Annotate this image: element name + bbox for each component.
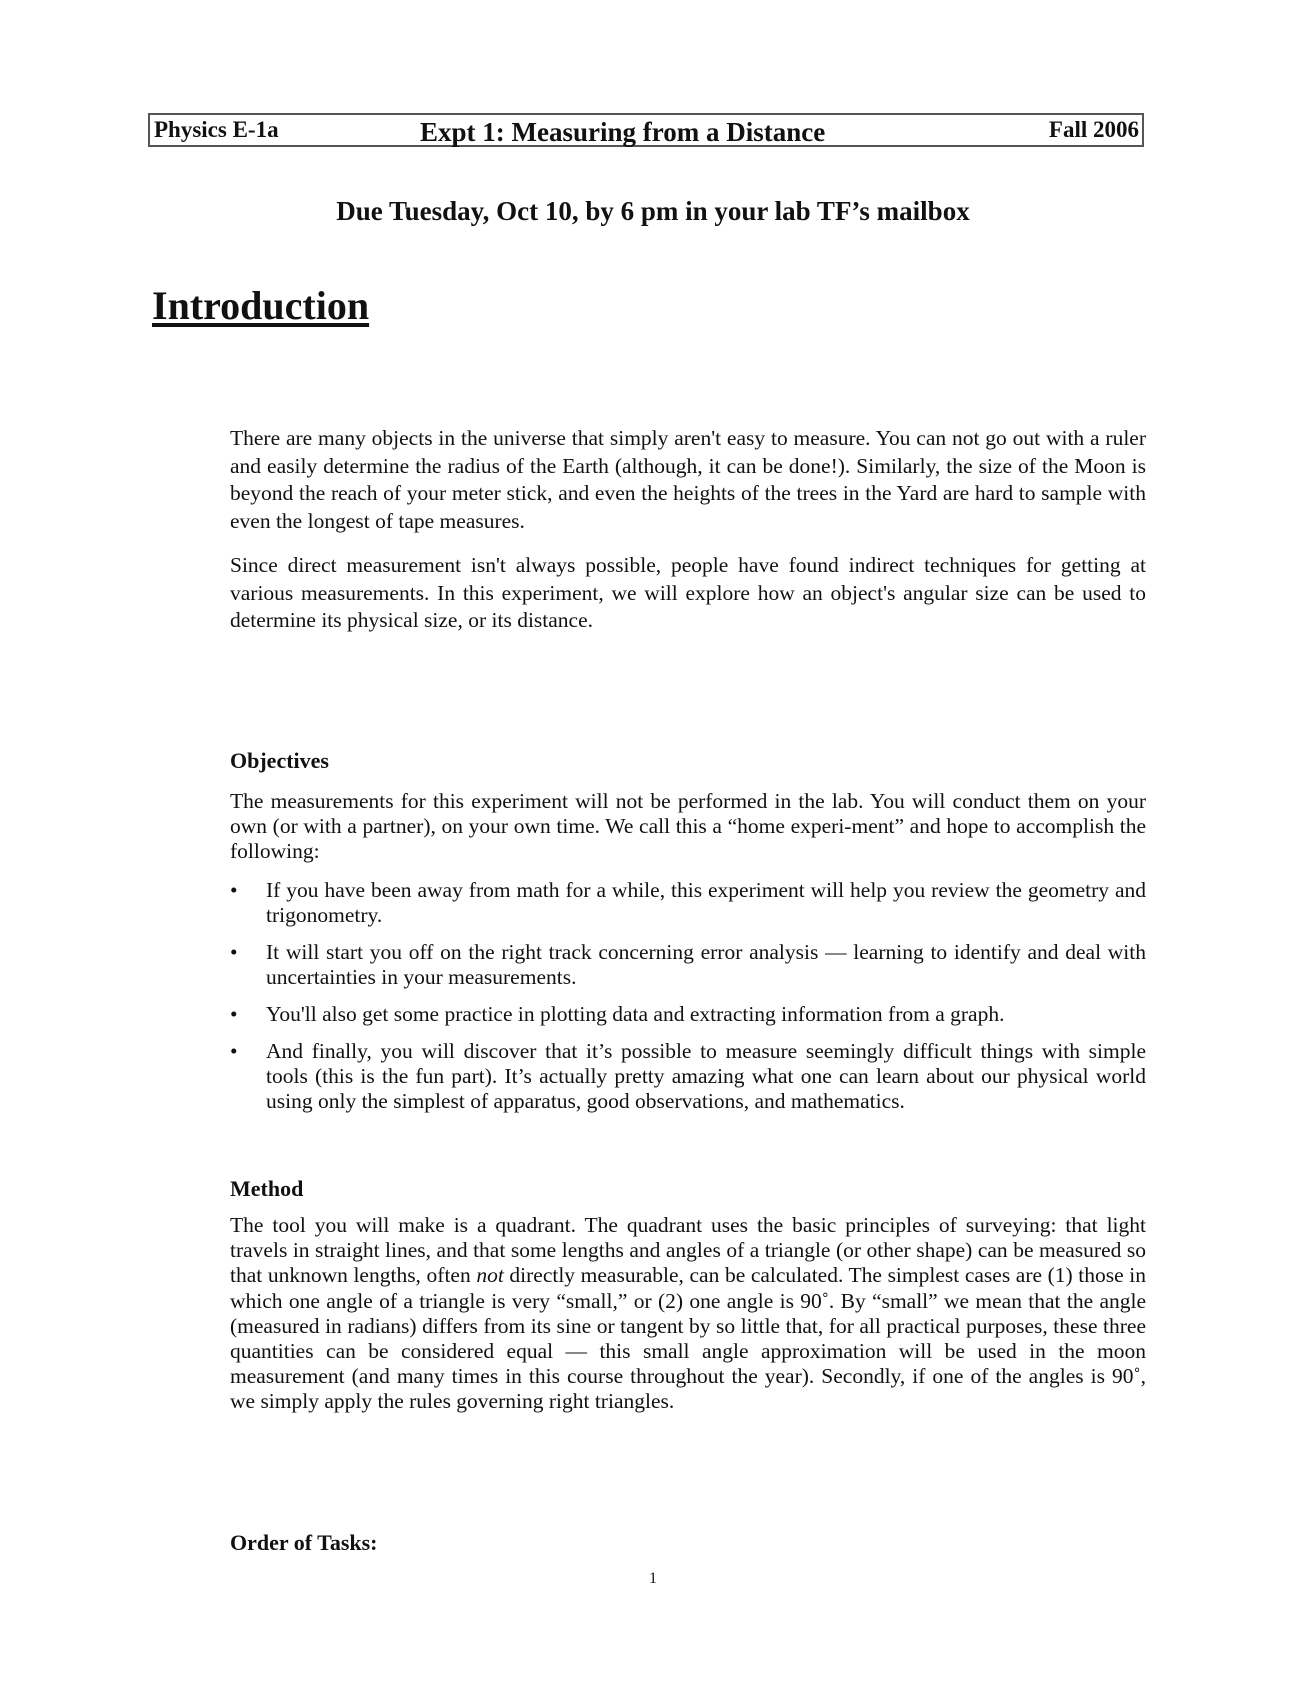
intro-paragraph-2: Since direct measurement isn't always possible, people have found indirect techniques for getting at various measurements. In this experiment, we will explore how an object's angular size can be used to determine its physical size, or its distance.	[230, 553, 1146, 632]
section-title: Introduction	[152, 283, 370, 328]
bullet-icon: •	[230, 1002, 238, 1026]
objectives-paragraph: The measurements for this experiment will not be performed in the lab. You will conduct them on your own (or with a partner), on your own time. We call this a “home experi-ment” and hope to accomplish the following:	[230, 789, 1146, 863]
bullet-icon: •	[230, 940, 238, 964]
list-item: • You'll also get some practice in plotting data and extracting information from a graph.	[230, 1002, 1005, 1026]
order-of-tasks-heading: Order of Tasks:	[230, 1530, 378, 1555]
objectives-heading: Objectives	[230, 748, 329, 773]
document-header	[148, 113, 1144, 147]
term-label: Fall 2006	[1048, 117, 1139, 142]
intro-paragraph-1: There are many objects in the universe that simply aren't easy to measure. You can not go out with a ruler and easily determine the radius of the Earth (although, it can be done!). Similarly, the size of the Moon is beyond the reach of your meter stick, and even the heights of the trees in the Yard are hard to sample with even the longest of tape measures.	[230, 426, 1146, 533]
method-paragraph: The tool you will make is a quadrant. The quadrant uses the basic principles of surveying: that light travels in straight lines, and that some lengths and angles of a triangle (or other shape) can be measured so that unknown lengths, often not directly measurable, can be calculated. The simplest cases are (1) those in which one angle of a triangle is very “small,” or (2) one angle is 90˚. By “small” we mean that the angle (measured in radians) differs from its sine or tangent by so little that, for all practical purposes, these three quantities can be considered equal — this small angle approximation will be used in the moon measurement (and many times in this course throughout the year). Secondly, if one of the angles is 90˚, we simply apply the rules governing right triangles.	[230, 1213, 1146, 1414]
due-date-line: Due Tuesday, Oct 10, by 6 pm in your lab TF’s mailbox	[336, 196, 970, 226]
objectives-list	[230, 878, 1146, 1126]
page-number: 1	[649, 1570, 657, 1587]
bullet-icon: •	[230, 878, 238, 902]
list-item: • It will start you off on the right track concerning error analysis — learning to identify and deal with uncertainties in your measurements.	[230, 940, 1146, 989]
experiment-title: Expt 1: Measuring from a Distance	[420, 117, 826, 147]
method-heading: Method	[230, 1176, 304, 1201]
list-item: • And finally, you will discover that it’s possible to measure seemingly difficult things with simple tools (this is the fun part). It’s actually pretty amazing what one can learn about our physical world using only the simplest of apparatus, good observations, and mathematics.	[230, 1039, 1146, 1113]
list-item: • If you have been away from math for a while, this experiment will help you review the geometry and trigonometry.	[230, 878, 1146, 927]
course-name: Physics E-1a	[154, 117, 279, 142]
bullet-icon: •	[230, 1039, 238, 1063]
emphasis-not: not	[476, 1263, 504, 1288]
